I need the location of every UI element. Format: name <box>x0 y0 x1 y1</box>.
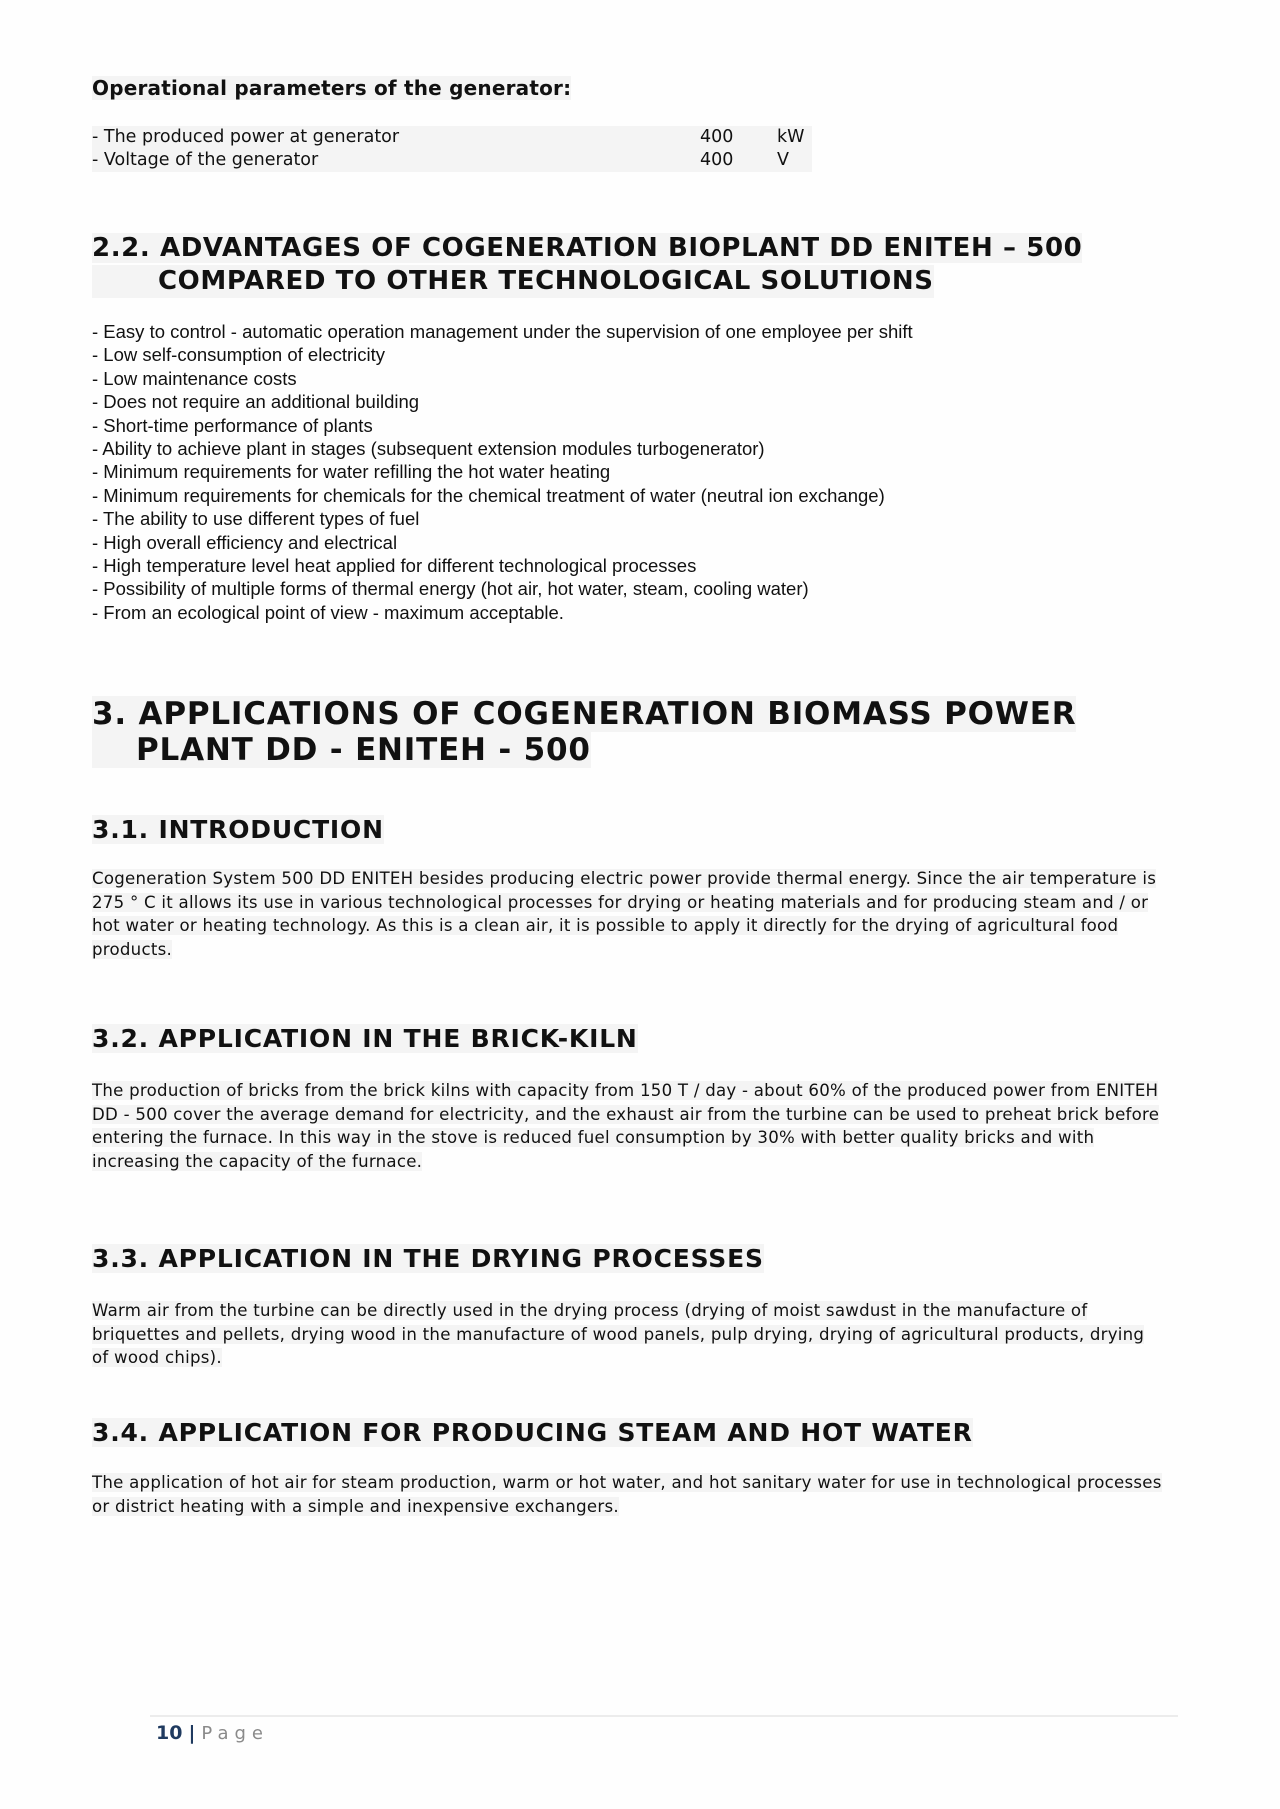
section-3-2-paragraph <box>92 1079 1162 1173</box>
section-3-4-paragraph <box>92 1471 1162 1518</box>
parameter-label: - Voltage of the generator <box>92 150 319 170</box>
parameters-table <box>92 126 812 172</box>
section-3-3-heading-text: 3.3. APPLICATION IN THE DRYING PROCESSES <box>92 1244 764 1273</box>
section-3-heading-line2: PLANT DD - ENITEH - 500 <box>92 732 591 768</box>
section-3-heading <box>92 696 1076 768</box>
footer-separator: | <box>188 1722 196 1744</box>
footer-divider <box>150 1715 1178 1717</box>
section-3-2-heading <box>92 1024 638 1054</box>
page-label: Page <box>201 1723 269 1744</box>
list-item: - High temperature level heat applied for different technological processes <box>92 555 697 577</box>
section-3-1-heading <box>92 815 384 845</box>
operational-parameters-heading <box>92 76 571 100</box>
section-2-2-heading-line2: COMPARED TO OTHER TECHNOLOGICAL SOLUTIONS <box>92 265 934 298</box>
parameter-unit: V <box>777 150 789 170</box>
list-item: - Low maintenance costs <box>92 367 297 389</box>
list-item: - Possibility of multiple forms of thermal energy (hot air, hot water, steam, cooling water) <box>92 578 809 600</box>
section-3-4-heading-text: 3.4. APPLICATION FOR PRODUCING STEAM AND HOT WATER <box>92 1418 973 1447</box>
parameter-value: 400 <box>700 150 734 170</box>
list-item: - From an ecological point of view - maximum acceptable. <box>92 601 564 623</box>
operational-heading-text: Operational parameters of the generator: <box>92 76 572 100</box>
list-item: - Short-time performance of plants <box>92 414 373 436</box>
list-item: - Ability to achieve plant in stages (subsequent extension modules turbogenerator) <box>92 438 765 460</box>
parameter-row <box>92 149 812 172</box>
section-3-1-text: Cogeneration System 500 DD ENITEH besides producing electric power provide thermal energy. Since the air temperature is 275 ° C it allows its use in various technological processes for drying or heating materials and for producing steam and / or hot water or heating technology. As this is a clean air, it is possible to apply it directly for the drying of agricultural food products. <box>92 869 1157 959</box>
list-item: - Minimum requirements for chemicals for the chemical treatment of water (neutral ion exchange) <box>92 484 885 506</box>
section-2-2-heading <box>92 232 1082 298</box>
parameter-unit: kW <box>777 127 805 147</box>
section-3-3-heading <box>92 1244 764 1274</box>
list-item: - Minimum requirements for water refilling the hot water heating <box>92 461 611 483</box>
list-item: - Low self-consumption of electricity <box>92 344 386 366</box>
list-item: - High overall efficiency and electrical <box>92 531 398 553</box>
parameter-label: - The produced power at generator <box>92 127 400 147</box>
page-footer <box>156 1722 269 1744</box>
parameter-row <box>92 126 812 149</box>
section-3-2-text: The production of bricks from the brick kilns with capacity from 150 T / day - about 60% of the produced power from ENITEH DD - 500 cover the average demand for electricity, and the exhaust air from the turbine can be used to preheat brick before entering the furnace. In this way in the stove is reduced fuel consumption by 30% with better quality bricks and with increasing the capacity of the furnace. <box>92 1081 1160 1171</box>
list-item: - Easy to control - automatic operation management under the supervision of one employee per shift <box>92 321 913 342</box>
page-number: 10 <box>156 1722 183 1744</box>
list-item: - The ability to use different types of fuel <box>92 508 420 530</box>
section-3-3-paragraph <box>92 1299 1162 1370</box>
section-3-1-paragraph <box>92 867 1162 961</box>
section-3-1-heading-text: 3.1. INTRODUCTION <box>92 815 384 844</box>
section-3-4-text: The application of hot air for steam production, warm or hot water, and hot sanitary water for use in technological processes or district heating with a simple and inexpensive exchangers. <box>92 1473 1162 1516</box>
advantages-list <box>92 320 913 624</box>
section-3-2-heading-text: 3.2. APPLICATION IN THE BRICK-KILN <box>92 1024 638 1053</box>
section-3-3-text: Warm air from the turbine can be directly used in the drying process (drying of moist sawdust in the manufacture of briquettes and pellets, drying wood in the manufacture of wood panels, pulp drying, drying of agricultural products, drying of wood chips). <box>92 1301 1145 1368</box>
list-item: - Does not require an additional building <box>92 391 420 413</box>
section-3-4-heading <box>92 1418 973 1448</box>
parameter-value: 400 <box>700 127 734 147</box>
section-3-heading-line1: 3. APPLICATIONS OF COGENERATION BIOMASS POWER <box>92 696 1077 732</box>
section-2-2-heading-line1: 2.2. ADVANTAGES OF COGENERATION BIOPLANT DD ENITEH – 500 <box>92 233 1083 263</box>
